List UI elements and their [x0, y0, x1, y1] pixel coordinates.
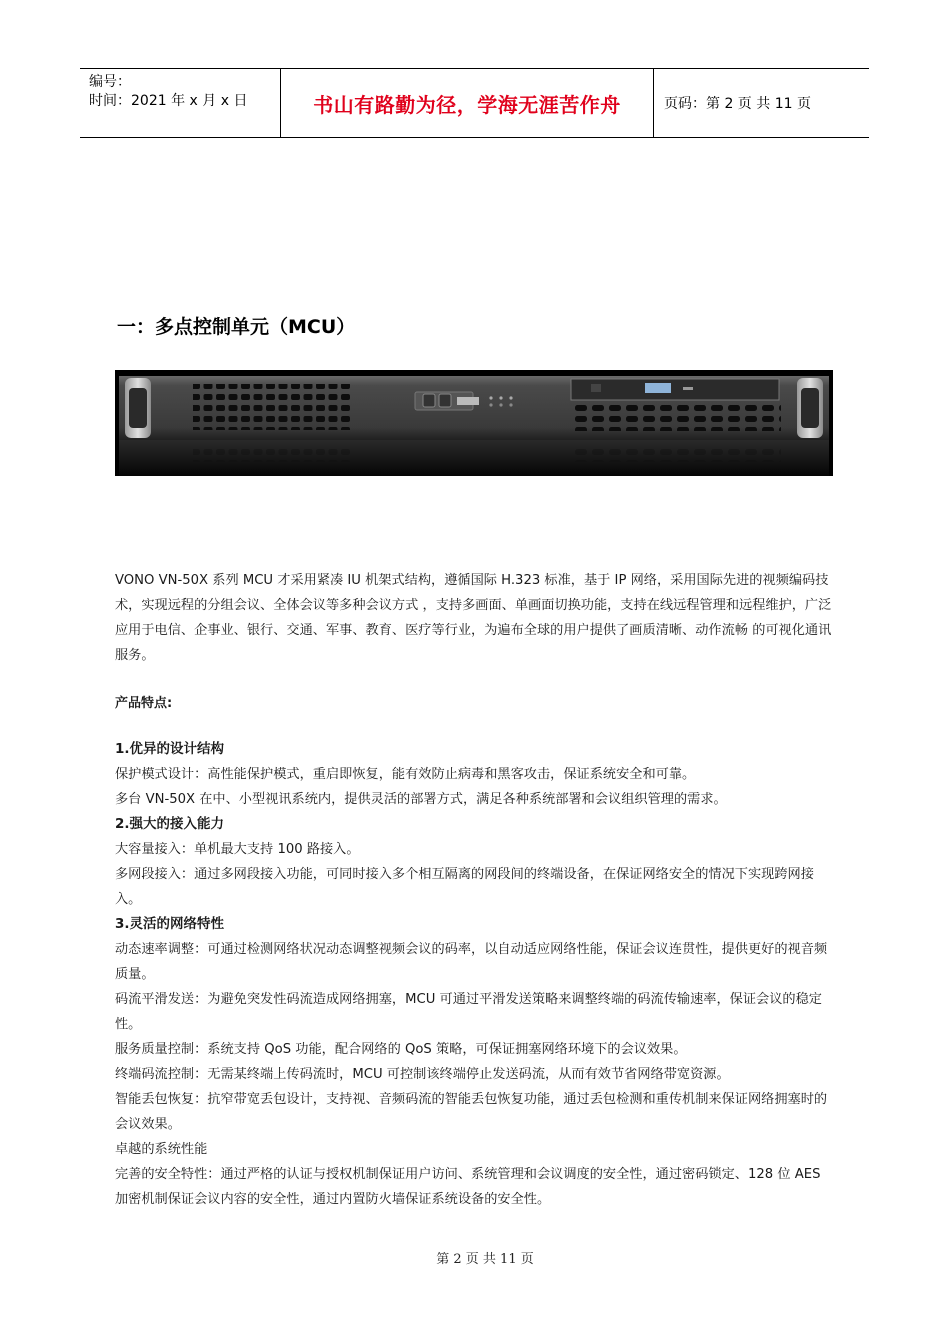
feature-line: 服务质量控制：系统支持 QoS 功能，配合网络的 QoS 策略，可保证拥塞网络环境下的会议效果。: [115, 1042, 687, 1057]
serial-label: 编号：: [89, 74, 131, 90]
feature-line: 动态速率调整：可通过检测网络状况动态调整视频会议的码率，以自动适应网络性能，保证会议连贯性，提供更好的视音频质量。: [115, 942, 828, 982]
feature-line: 智能丢包恢复：抗窄带宽丢包设计，支持视、音频码流的智能丢包恢复功能，通过丢包检测和重传机制来保证网络拥塞时的会议效果。: [115, 1092, 828, 1132]
page-footer: 第 2 页 共 11 页: [436, 1252, 534, 1267]
features-block: [115, 691, 835, 716]
motto: 书山有路勤为径，学海无涯苦作舟: [313, 92, 621, 117]
feature-line: 保护模式设计：高性能保护模式，重启即恢复，能有效防止病毒和黑客攻击，保证系统安全和可靠。: [115, 767, 696, 782]
feature-heading: 2.强大的接入能力: [115, 816, 225, 832]
feature-line: 码流平滑发送：为避免突发性码流造成网络拥塞，MCU 可通过平滑发送策略来调整终端的码流传输速率，保证会议的稳定性。: [115, 992, 822, 1032]
feature-line: 卓越的系统性能: [115, 1142, 208, 1157]
feature-line: 大容量接入：单机最大支持 100 路接入。: [115, 842, 360, 857]
section-title: 一：多点控制单元（MCU）: [117, 316, 356, 338]
feature-line: 多网段接入：通过多网段接入功能，可同时接入多个相互隔离的网段间的终端设备，在保证网络安全的情况下实现跨网接入。: [115, 867, 814, 907]
mcu-product-photo: [115, 370, 833, 476]
feature-line: 多台 VN-50X 在中、小型视讯系统内，提供灵活的部署方式，满足各种系统部署和会议组织管理的需求。: [115, 792, 727, 807]
feature-line: 完善的安全特性：通过严格的认证与授权机制保证用户访问、系统管理和会议调度的安全性，通过密码锁定、128 位 AES 加密机制保证会议内容的安全性，通过内置防火墙保证系统设备的安全性。: [115, 1167, 821, 1207]
feature-heading: 1.优异的设计结构: [115, 741, 225, 757]
intro-block: [115, 568, 835, 668]
header-page-code: [654, 69, 869, 137]
time-label: 时间：2021 年 x 月 x 日: [89, 93, 248, 109]
features-list: [115, 737, 835, 1212]
feature-heading: 3.灵活的网络特性: [115, 916, 225, 932]
page-header: [80, 68, 869, 138]
header-meta: [80, 69, 281, 137]
feature-line: 终端码流控制：无需某终端上传码流时，MCU 可控制该终端停止发送码流，从而有效节省网络带宽资源。: [115, 1067, 730, 1082]
header-motto-cell: [281, 69, 654, 137]
features-title: 产品特点:: [115, 696, 173, 711]
page-code: 页码：第 2 页 共 11 页: [664, 96, 811, 112]
intro-paragraph: VONO VN-50X 系列 MCU 才采用紧凑 IU 机架式结构，遵循国际 H.323 标准，基于 IP 网络，采用国际先进的视频编码技术，实现远程的分组会议、全体会议等多种会议方式 ，支持多画面、单画面切换功能，支持在线远程管理和远程维护，广泛应用于电信、企事业、银行、交通、军事、教育、医疗等行业，为遍布全球的用户提供了画质清晰、动作流畅 的可视化通讯服务。: [115, 573, 832, 663]
